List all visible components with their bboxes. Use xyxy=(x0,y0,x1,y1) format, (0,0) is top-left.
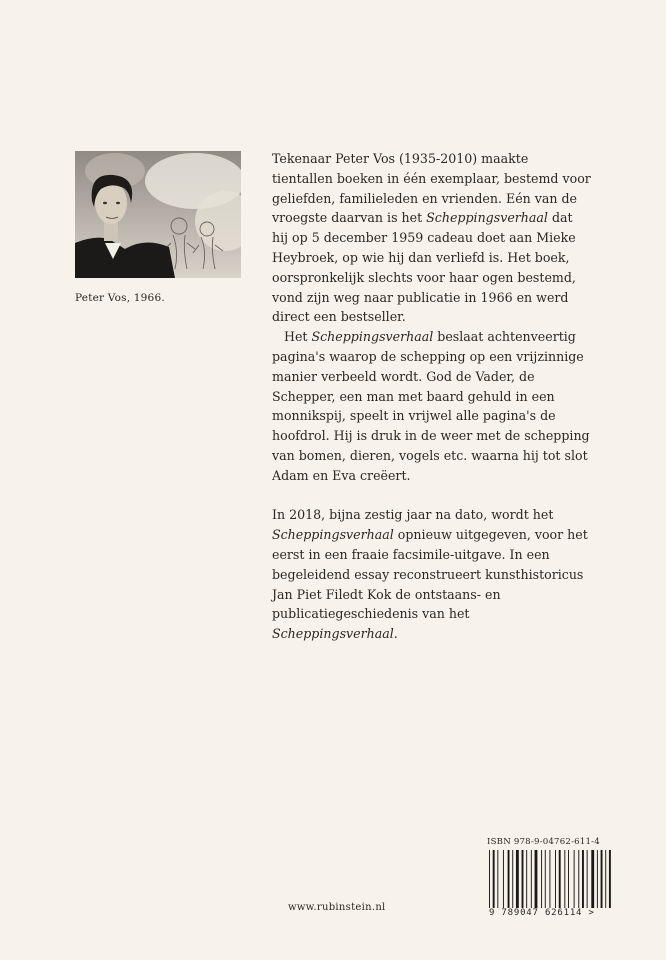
paragraph-2: Het Scheppingsverhaal beslaat achtenveertig pagina's waarop de schepping op een vrijzinnige manier verbeeld wordt. God de Vader, de Schepper, een man met baard gehuld in een monnikspij, speelt in vrijwel alle pagina's de hoofdrol. Hij is druk in de weer met de schepping van bomen, dieren, vogels etc. waarna hij tot slot Adam en Eva creëert. xyxy=(272,329,590,483)
barcode-digits: 9 789047 626114 > xyxy=(489,908,595,918)
back-cover-text xyxy=(272,149,592,644)
author-photo xyxy=(75,151,241,278)
publisher-website: www.rubinstein.nl xyxy=(288,902,386,913)
photo-caption: Peter Vos, 1966. xyxy=(75,292,165,304)
paragraph-3: In 2018, bijna zestig jaar na dato, wordt het Scheppingsverhaal opnieuw uitgegeven, voor het eerst in een fraaie facsimile-uitgave. In een begeleidend essay reconstrueert kunsthistoricus Jan Piet Filedt Kok de ontstaans- en publicatiegeschiedenis van het Scheppingsverhaal. xyxy=(272,507,588,642)
isbn-label: ISBN 978-9-04762-611-4 xyxy=(487,837,600,847)
barcode-icon xyxy=(487,850,617,908)
paragraph-1: Tekenaar Peter Vos (1935-2010) maakte tientallen boeken in één exemplaar, bestemd voor geliefden, familieleden en vrienden. Eén van de vroegste daarvan is het Scheppingsverhaal dat hij op 5 december 1959 cadeau doet aan Mieke Heybroek, op wie hij dan verliefd is. Het boek, oorspronkelijk slechts voor haar ogen bestemd, vond zijn weg naar publicatie in 1966 en werd direct een bestseller. xyxy=(272,151,591,325)
